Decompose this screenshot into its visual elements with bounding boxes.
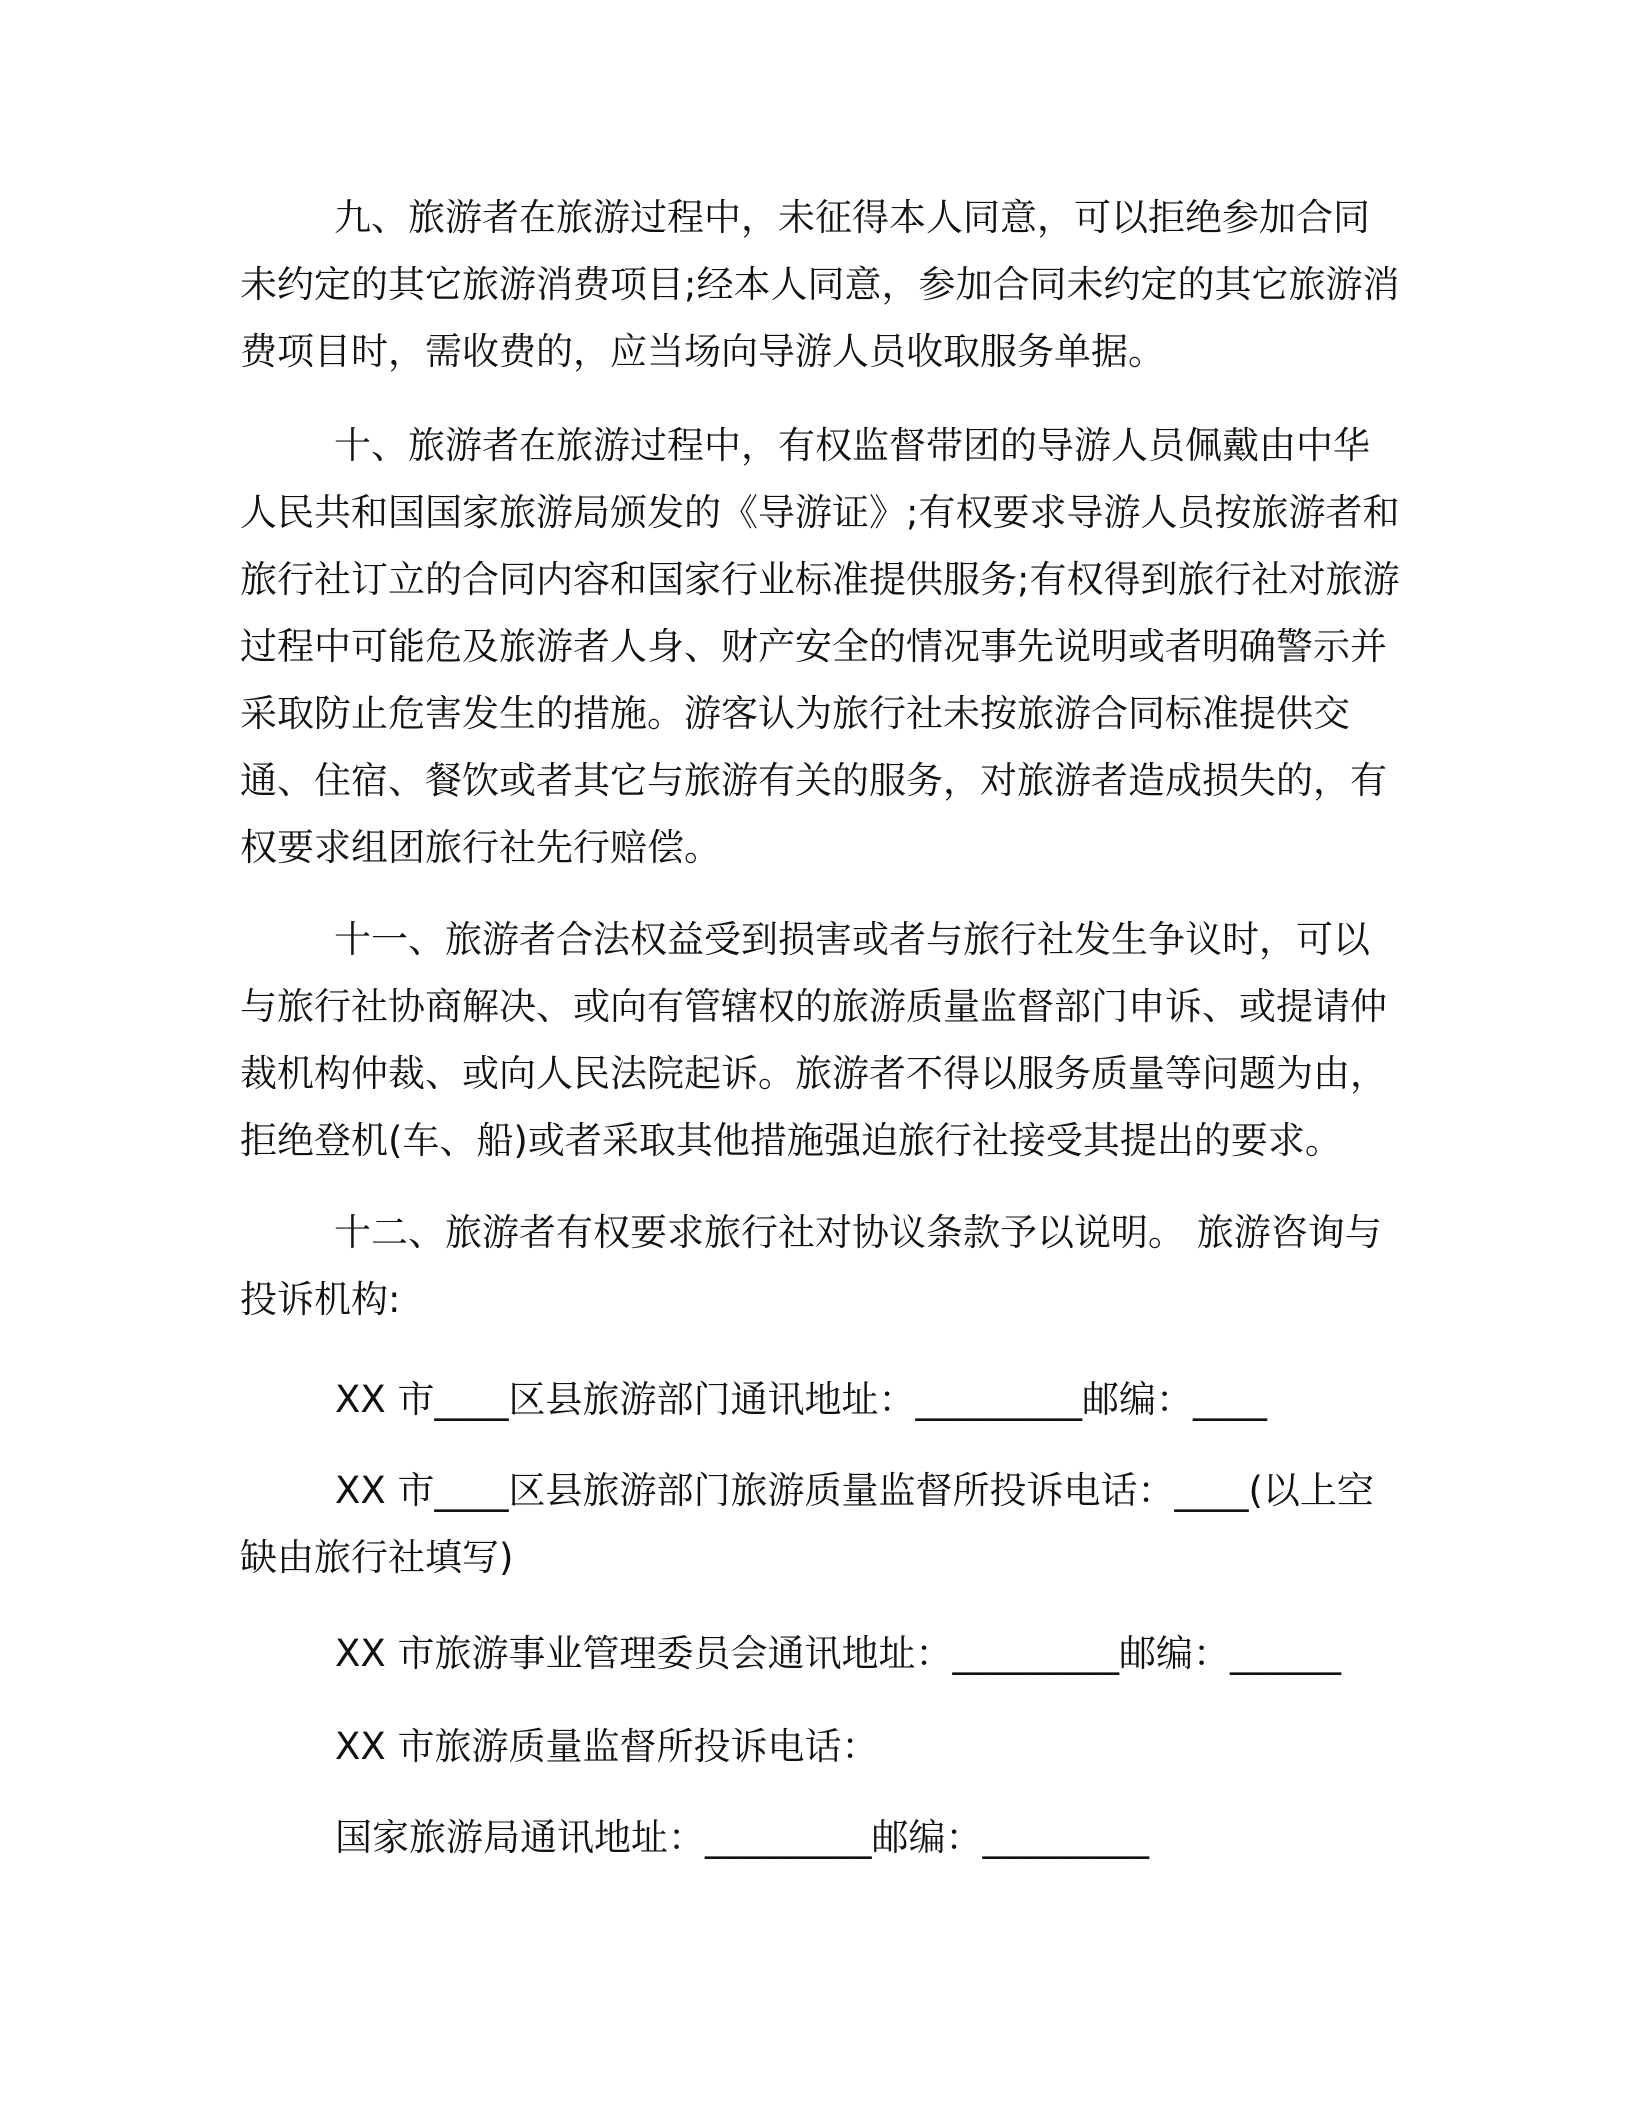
national-bureau-address-line: 国家旅游局通讯地址：_________邮编：_________ [335, 1816, 1149, 1859]
clause-12-paragraph: 十二、旅游者有权要求旅行社对协议条款予以说明。 旅游咨询与投诉机构: [240, 1211, 1382, 1321]
clause-11-paragraph: 十一、旅游者合法权益受到损害或者与旅行社发生争议时，可以与旅行社协商解决、或向有管辖权的旅游质量监督部门申诉、或提请仲裁机构仲裁、或向人民法院起诉。旅游者不得以服务质量等问题为由，拒绝登机(车、船)或者采取其他措施强迫旅行社接受其提出的要求。 [240, 918, 1387, 1162]
city-committee-address-line: XX 市旅游事业管理委员会通讯地址：_________邮编：______ [335, 1632, 1341, 1675]
clause-9-paragraph: 九、旅游者在旅游过程中，未征得本人同意，可以拒绝参加合同未约定的其它旅游消费项目;经本人同意，参加合同未约定的其它旅游消费项目时，需收费的，应当场向导游人员收取服务单据。 [240, 196, 1400, 373]
district-address-line: XX 市____区县旅游部门通讯地址：_________邮编：____ [335, 1378, 1267, 1421]
district-complaint-phone-line: XX 市____区县旅游部门旅游质量监督所投诉电话：____(以上空缺由旅行社填写) [240, 1469, 1374, 1579]
clause-10-paragraph: 十、旅游者在旅游过程中，有权监督带团的导游人员佩戴由中华人民共和国国家旅游局颁发的《导游证》;有权要求导游人员按旅游者和旅行社订立的合同内容和国家行业标准提供服务;有权得到旅行社对旅游过程中可能危及旅游者人身、财产安全的情况事先说明或者明确警示并采取防止危害发生的措施。游客认为旅行社未按旅游合同标准提供交通、住宿、餐饮或者其它与旅游有关的服务，对旅游者造成损失的，有权要求组团旅行社先行赔偿。 [240, 424, 1400, 869]
city-complaint-phone-line: XX 市旅游质量监督所投诉电话： [335, 1725, 879, 1768]
